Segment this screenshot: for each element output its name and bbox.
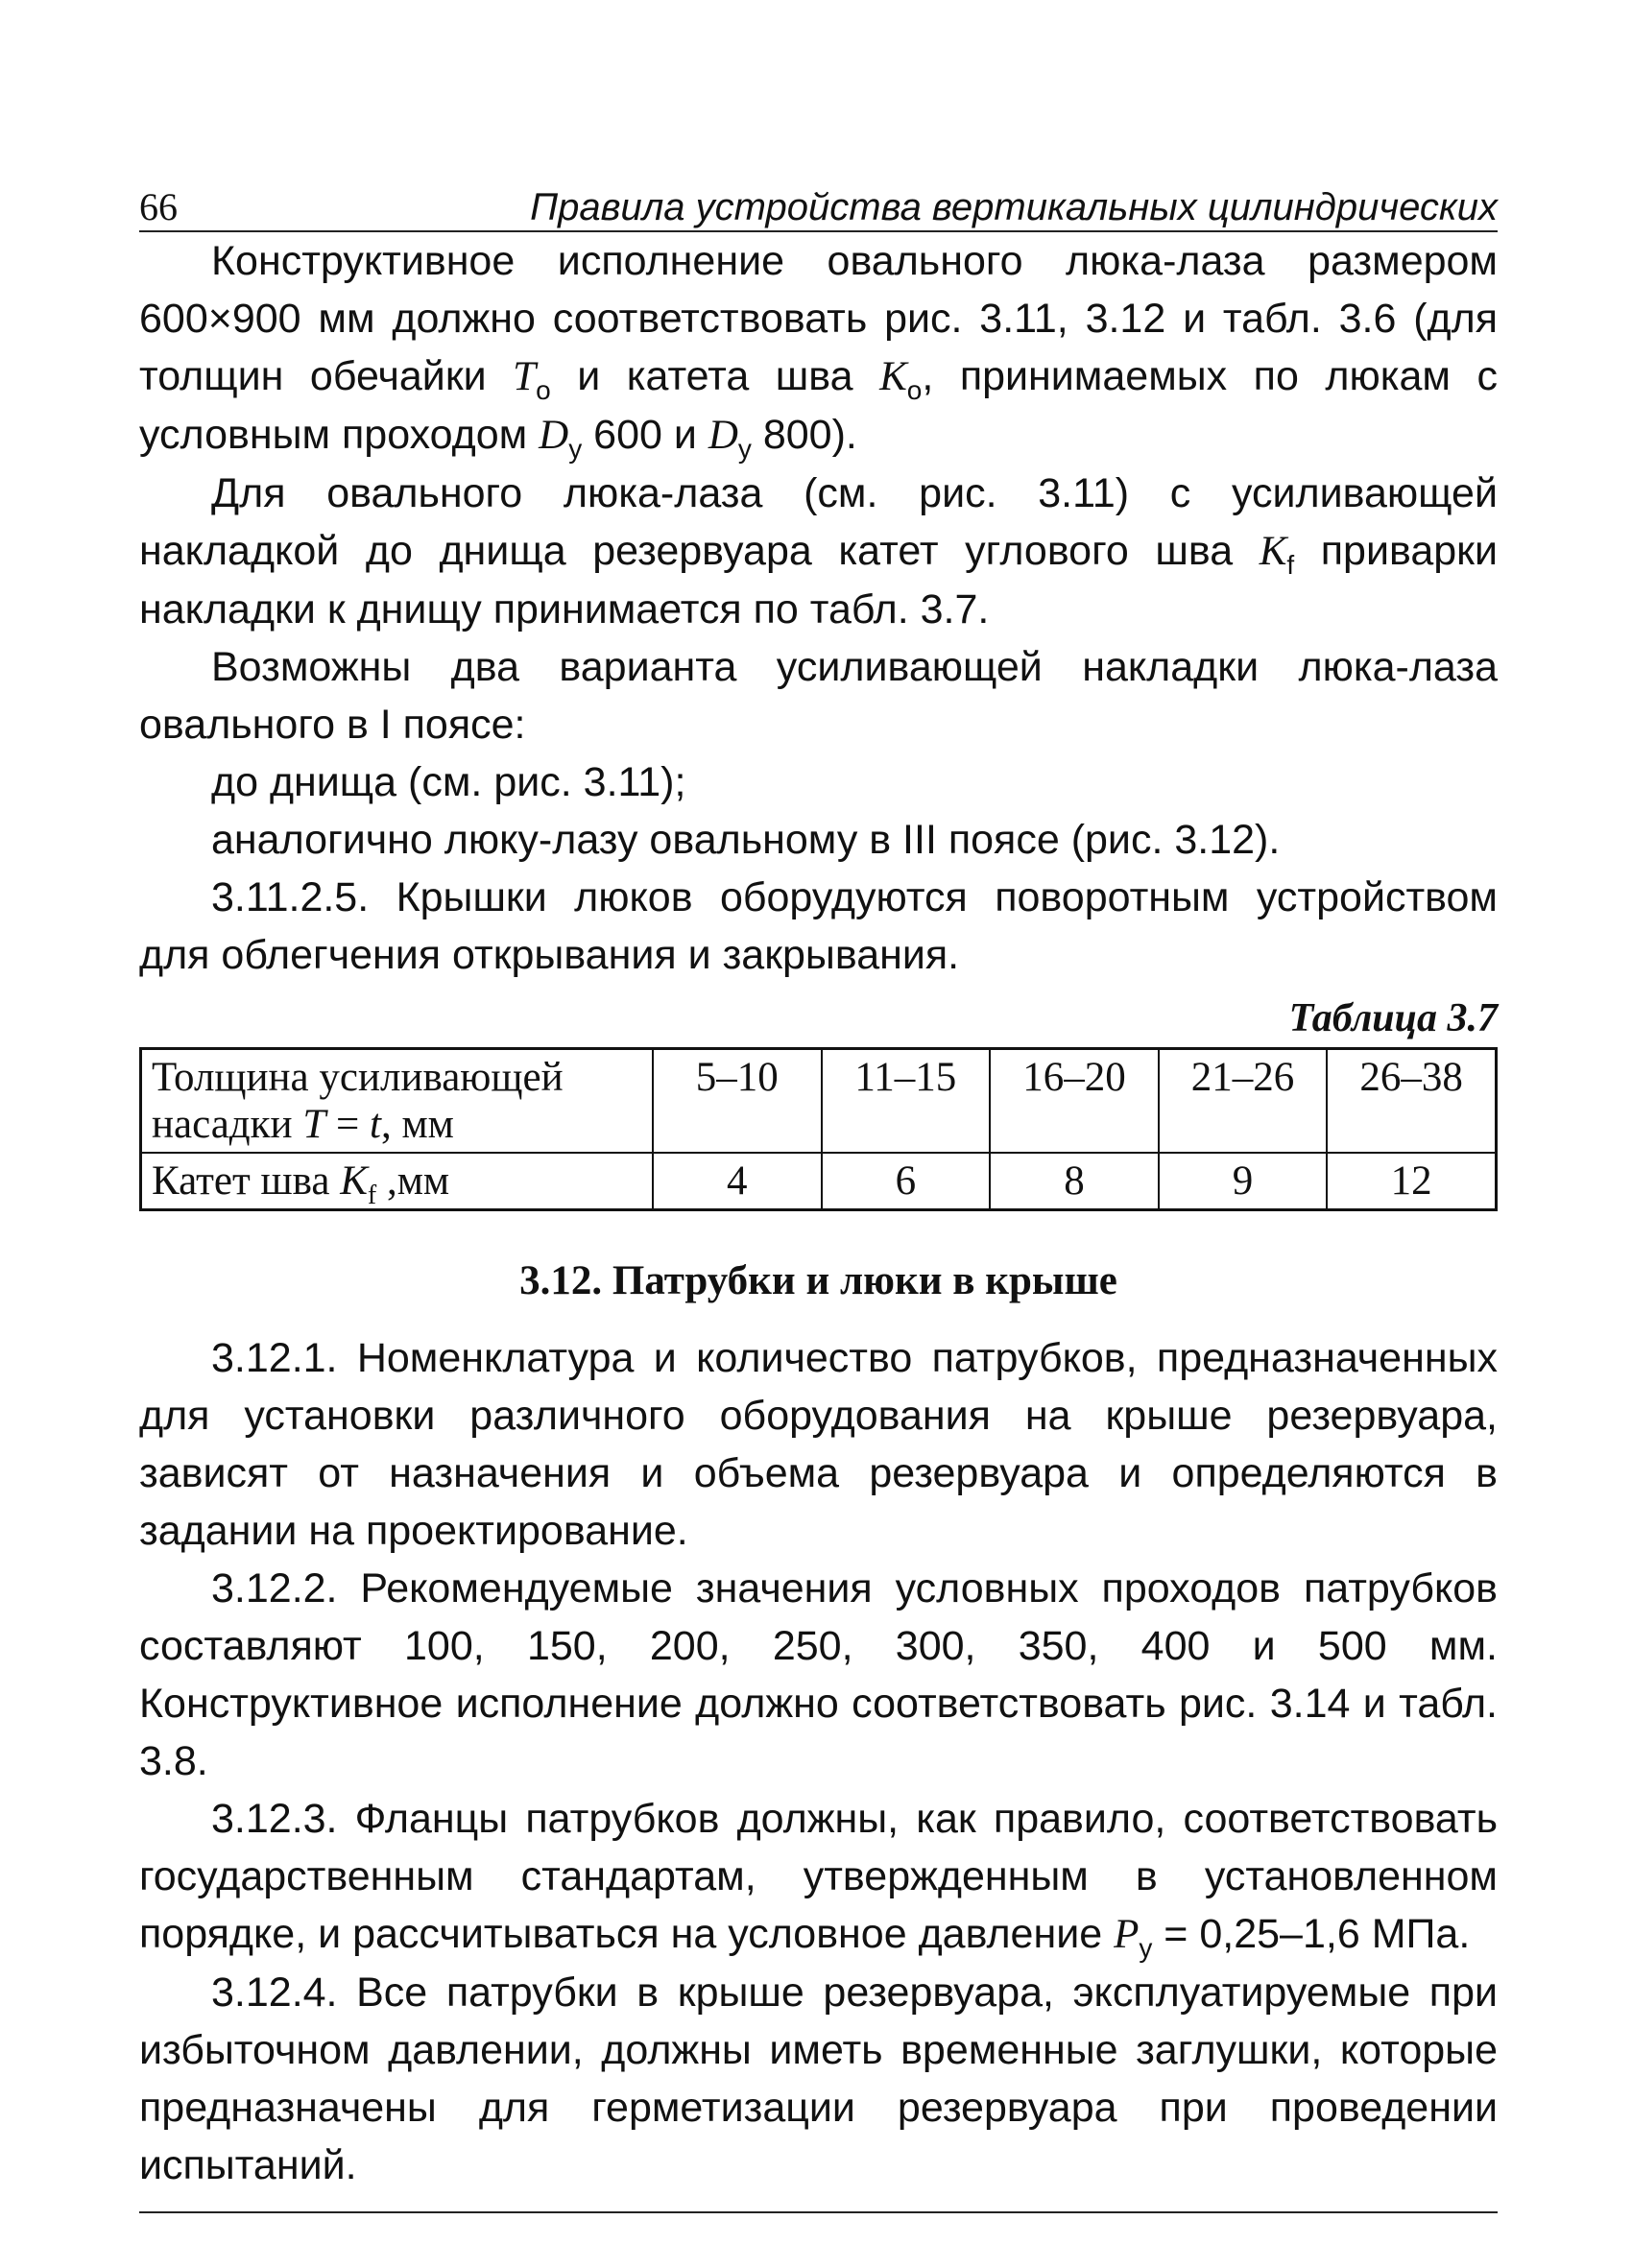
table-cell: 9 (1159, 1153, 1328, 1210)
table-cell: 5–10 (653, 1049, 822, 1154)
page-number: 66 (139, 185, 178, 228)
footer-rule (139, 2211, 1498, 2213)
paragraph-3-12-3: 3.12.3. Фланцы патрубков должны, как правило, соответствовать государственным стандартам, утвержденным в установленном порядке, и рассчитываться на условное давление $P_у = 0,25-1,6$ МПа. (139, 1796, 1498, 1963)
table-cell: 6 (822, 1153, 991, 1210)
section-title: 3.12. Патрубки и люки в крыше (519, 1258, 1117, 1303)
table-row-label: Толщина усиливающей насадки T = t, мм (141, 1049, 653, 1154)
section-body (139, 1329, 1498, 2194)
table-cell: 12 (1327, 1153, 1496, 1210)
paragraph-3-11-2-5: 3.11.2.5. Крышки люков оборудуются поворотным устройством для облегчения открывания и закрывания. (139, 874, 1498, 978)
paragraph-3-12-2: 3.12.2. Рекомендуемые значения условных проходов патрубков составляют 100, 150, 200, 250, 300, 350, 400 и 500 мм. Конструктивное исполнение должно соответствовать рис. 3.14 и табл. 3.8. (139, 1565, 1498, 1784)
paragraph-1: Конструктивное исполнение овального люка-лаза размером 600×900 мм должно соответствовать рис. 3.11, 3.12 и табл. 3.6 (для толщин обечайки $T_о$ и катета шва $K_о$, принимаемых по люкам с условным проходом $D_у$ 600 и $D_у$ 800). (139, 238, 1498, 464)
running-head: Правила устройства вертикальных цилиндрических (530, 186, 1498, 228)
table-row-label: Катет шва $K_f$ ,мм (141, 1153, 653, 1210)
page-header (139, 182, 1498, 232)
list-item: до днища (см. рис. 3.11); (211, 759, 686, 805)
paragraph-3-12-4: 3.12.4. Все патрубки в крыше резервуара, эксплуатируемые при избыточном давлении, должны иметь временные заглушки, которые предназначены для герметизации резервуара при проведении испытаний. (139, 1970, 1498, 2188)
table-row (141, 1153, 1497, 1210)
body-text (139, 232, 1498, 984)
table-caption: Таблица 3.7 (1288, 996, 1498, 1040)
table-cell: 26–38 (1327, 1049, 1496, 1154)
table-cell: 21–26 (1159, 1049, 1328, 1154)
paragraph-3: Возможны два варианта усиливающей накладки люка-лаза овального в I поясе: (139, 644, 1498, 748)
list-item: аналогично люку-лазу овальному в III поясе (рис. 3.12). (211, 817, 1281, 863)
table-cell: 4 (653, 1153, 822, 1210)
table-cell: 11–15 (822, 1049, 991, 1154)
table-cell: 8 (990, 1153, 1159, 1210)
paragraph-2: Для овального люка-лаза (см. рис. 3.11) с усиливающей накладкой до днища резервуара катет углового шва $K_f$ приварки накладки к днищу принимается по табл. 3.7. (139, 470, 1498, 633)
table-row (141, 1049, 1497, 1154)
table-3-7 (139, 1047, 1498, 1211)
table-cell: 16–20 (990, 1049, 1159, 1154)
document-page (139, 182, 1498, 2213)
paragraph-3-12-1: 3.12.1. Номенклатура и количество патрубков, предназначенных для установки различного оборудования на крыше резервуара, зависят от назначения и объема резервуара и определяются в задании на проектирование. (139, 1335, 1498, 1554)
